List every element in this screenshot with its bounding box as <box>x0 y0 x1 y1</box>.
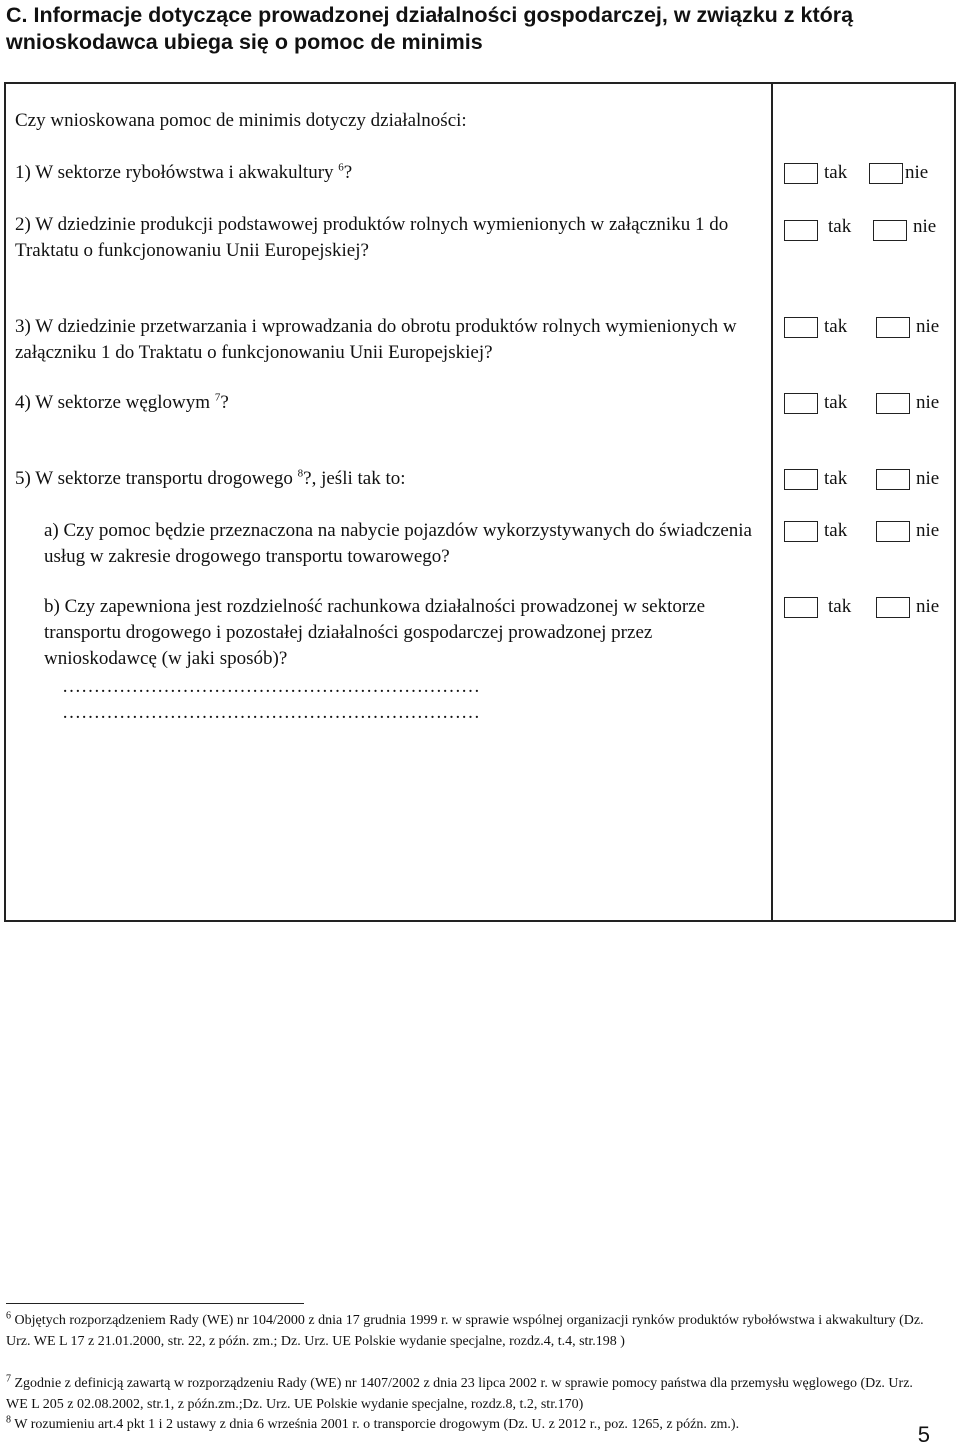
question-3-tak-checkbox[interactable] <box>784 317 818 338</box>
question-5a: a) Czy pomoc będzie przeznaczona na nabycie pojazdów wykorzystywanych do świadczenia usług w zakresie drogowego transportu towarowego? <box>44 520 752 567</box>
question-1-tak-checkbox[interactable] <box>784 163 818 184</box>
question-5 <box>15 466 760 492</box>
question-1-suffix: ? <box>343 162 353 183</box>
question-3-nie-checkbox[interactable] <box>876 317 910 338</box>
question-4-options <box>784 390 939 416</box>
question-5a-nie-checkbox[interactable] <box>876 521 910 542</box>
column-divider <box>771 82 773 922</box>
question-3-nie-label: nie <box>916 316 940 337</box>
footnote-separator <box>6 1303 304 1304</box>
question-5a-nie-label: nie <box>916 520 940 541</box>
question-2-nie-label: nie <box>913 215 937 237</box>
footnote-8 <box>6 1414 931 1435</box>
question-5b-nie-checkbox[interactable] <box>876 597 910 618</box>
question-3: 3) W dziedzinie przetwarzania i wprowadzania do obrotu produktów rolnych wymienionych w załączniku 1 do Traktatu o funkcjonowaniu Unii Europejskiej? <box>15 316 737 363</box>
question-5b-nie-label: nie <box>916 596 940 617</box>
question-5-options <box>784 466 939 492</box>
question-5b-options <box>784 594 939 620</box>
page-number: 5 <box>917 1422 930 1447</box>
question-1-nie-checkbox[interactable] <box>869 163 903 184</box>
question-2-tak-label: tak <box>828 215 852 237</box>
question-4-tak-label: tak <box>824 392 848 413</box>
footnote-7-text: Zgodnie z definicją zawartą w rozporządzeniu Rady (WE) nr 1407/2002 z dnia 23 lipca 2002 r. w sprawie pomocy państwa dla przemysłu węglowego (Dz. Urz. WE L 205 z 02.08.2002, str.1, z późn.zm.;Dz. Urz. UE Polskie wydanie specjalne, rozdz.8, t.2, str.170) <box>6 1376 913 1412</box>
footnote-8-text: W rozumieniu art.4 pkt 1 i 2 ustawy z dnia 6 września 2001 r. o transporcie drogowym (Dz. U. z 2012 r., poz. 1265, z późn. zm.). <box>11 1417 740 1432</box>
question-1-options <box>784 160 928 186</box>
question-3-tak-label: tak <box>824 316 848 337</box>
question-4-text: 4) W sektorze węglowym <box>15 392 215 413</box>
question-5-suffix: ?, jeśli tak to: <box>303 468 406 489</box>
question-5b-tak-label: tak <box>828 596 852 617</box>
question-1-tak-label: tak <box>824 162 848 183</box>
question-5a-tak-label: tak <box>824 520 848 541</box>
question-4 <box>15 390 760 416</box>
question-5-nie-label: nie <box>916 468 940 489</box>
question-5-nie-checkbox[interactable] <box>876 469 910 490</box>
question-4-tak-checkbox[interactable] <box>784 393 818 414</box>
answer-line-1[interactable]: ………………………………………………………… <box>62 676 480 697</box>
footnote-6-text: Objętych rozporządzeniem Rady (WE) nr 104/2000 z dnia 17 grudnia 1999 r. w sprawie wspólnej organizacji rynków produktów rybołówstwa i akwakultury (Dz. Urz. WE L 17 z 21.01.2000, str. 22, z późn. zm.; Dz. Urz. UE Polskie wydanie specjalne, rozdz.4, t.4, str.198 ) <box>6 1313 924 1349</box>
footnote-7-number: 7 <box>6 1373 11 1385</box>
question-4-suffix: ? <box>220 392 229 413</box>
question-1 <box>15 160 760 186</box>
section-heading-line-1: C. Informacje dotyczące prowadzonej działalności gospodarczej, w związku z którą <box>6 3 854 27</box>
question-5a-tak-checkbox[interactable] <box>784 521 818 542</box>
question-5b-tak-checkbox[interactable] <box>784 597 818 618</box>
question-2-nie-checkbox[interactable] <box>873 220 907 241</box>
question-2: 2) W dziedzinie produkcji podstawowej produktów rolnych wymienionych w załączniku 1 do Traktatu o funkcjonowaniu Unii Europejskiej? <box>15 214 729 261</box>
footnote-7 <box>6 1373 931 1415</box>
question-5a-options <box>784 518 939 544</box>
section-heading-line-2: wnioskodawca ubiega się o pomoc de minimis <box>6 30 483 54</box>
question-2-options <box>784 212 936 241</box>
footnote-ref-7: 7 <box>214 391 221 404</box>
question-2-tak-checkbox[interactable] <box>784 220 818 241</box>
question-5-text: 5) W sektorze transportu drogowego <box>15 468 298 489</box>
question-4-nie-label: nie <box>916 392 940 413</box>
footnote-ref-6: 6 <box>338 161 344 174</box>
form-table <box>4 82 956 922</box>
intro-question: Czy wnioskowana pomoc de minimis dotyczy działalności: <box>15 110 467 131</box>
question-1-nie-label: nie <box>905 162 929 183</box>
question-5-tak-label: tak <box>824 468 848 489</box>
question-1-text: 1) W sektorze rybołówstwa i akwakultury <box>15 162 339 183</box>
answer-line-2[interactable]: ………………………………………………………… <box>62 702 480 723</box>
question-5-tak-checkbox[interactable] <box>784 469 818 490</box>
question-4-nie-checkbox[interactable] <box>876 393 910 414</box>
footnote-6-number: 6 <box>6 1310 11 1322</box>
question-5b: b) Czy zapewniona jest rozdzielność rachunkowa działalności prowadzonej w sektorze transportu drogowego i pozostałej działalności gospodarczej prowadzonej przez wnioskodawcę (w jaki sposób)? <box>44 596 706 669</box>
footnote-8-number: 8 <box>6 1414 11 1426</box>
section-heading <box>6 2 946 56</box>
footnote-ref-8: 8 <box>297 467 304 480</box>
footnote-6 <box>6 1310 931 1352</box>
question-3-options <box>784 314 939 340</box>
